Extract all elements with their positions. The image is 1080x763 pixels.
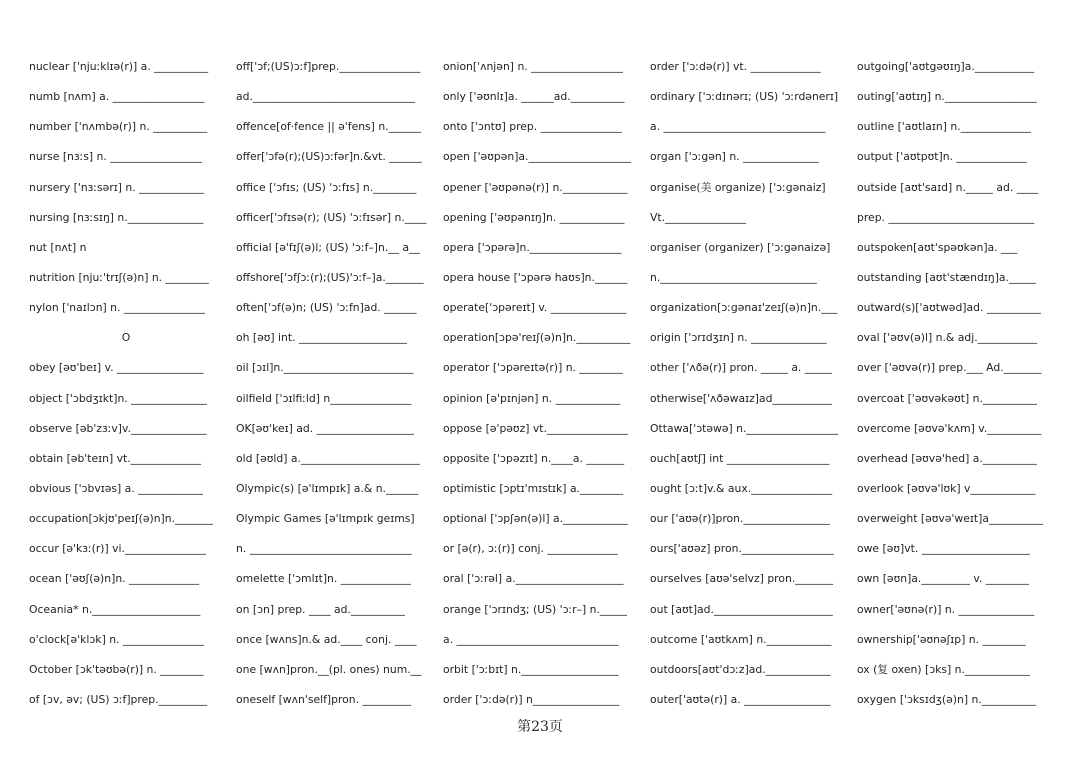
vocab-entry: Oceania* n.____________________ [29, 602, 201, 616]
vocab-entry: nurse [nɜːs] n. _________________ [29, 150, 203, 164]
vocab-entry: over ['əʊvə(r)] prep.___ Ad._______ [857, 361, 1042, 375]
vocab-entry: overcoat ['əʊvəkəʊt] n.__________ [857, 391, 1037, 405]
vocab-column-2 [236, 57, 430, 717]
vocab-entry: nuclear ['njuːklɪə(r)] a. __________ [29, 60, 209, 73]
vocab-entry: one [wʌn]pron.__(pl. ones) num.__ [236, 662, 422, 676]
vocab-entry: ad.______________________________ [236, 90, 415, 104]
vocab-column-1 [29, 57, 223, 717]
vocab-entry: overcome [əʊvə'kʌm] v.__________ [857, 421, 1042, 435]
vocab-entry: omelette ['ɔmlɪt]n. _____________ [236, 572, 411, 586]
section-letter-heading: O [121, 331, 131, 345]
vocab-entry: organization[ɔːgənaɪ'zeɪʃ(ə)n]n.___ [650, 301, 838, 315]
vocab-entry: overhead [əʊvə'hed] a.__________ [857, 451, 1037, 465]
vocab-entry: outward(s)['aʊtwəd]ad. __________ [857, 301, 1041, 315]
vocab-entry: output ['aʊtpʊt]n. _____________ [857, 150, 1027, 164]
vocab-entry: nutrition [njuː'trɪʃ(ə)n] n. ________ [29, 270, 209, 284]
vocab-entry: numb [nʌm] a. _________________ [29, 90, 205, 104]
vocab-entry: ouch[aʊtʃ] int ___________________ [650, 451, 830, 465]
vocab-entry: obvious ['ɔbvɪəs] a. ____________ [29, 481, 203, 495]
vocab-entry: our ['aʊə(r)]pron.________________ [650, 512, 830, 526]
vocab-entry: offence[of·fence || ə'fens] n.______ [236, 120, 421, 134]
vocab-entry: a. ______________________________ [650, 120, 826, 134]
vocab-entry: own [əʊn]a._________ v. ________ [857, 572, 1029, 586]
vocab-entry: other ['ʌðə(r)] pron. _____ a. _____ [650, 361, 832, 375]
vocab-entry: optimistic [ɔptɪ'mɪstɪk] a.________ [443, 481, 624, 495]
vocab-entry: onto ['ɔntʊ] prep. _______________ [443, 120, 622, 134]
vocab-entry: opener ['əʊpənə(r)] n.____________ [443, 180, 628, 194]
vocab-entry: outspoken[aʊt'spəʊkən]a. ___ [857, 240, 1018, 254]
vocab-entry: origin ['ɔrɪdʒɪn] n. ______________ [650, 331, 827, 345]
vocab-entry: old [əʊld] a.______________________ [236, 451, 420, 465]
vocab-entry: Vt._______________ [650, 210, 747, 224]
vocab-entry: nut [nʌt] n [29, 240, 87, 254]
vocab-entry: opening ['əʊpənɪŋ]n. ____________ [443, 210, 625, 224]
vocab-entry: organiser (organizer) ['ɔːgənaizə] [650, 240, 831, 254]
vocab-entry: oilfield ['ɔɪlfiːld] n_______________ [236, 391, 412, 405]
vocab-entry: of [ɔv, əv; (US) ɔːf]prep._________ [29, 692, 208, 706]
vocab-entry: overlook [əʊvə'lʊk] v____________ [857, 481, 1036, 495]
vocab-entry: opinion [ə'pɪnjən] n. ____________ [443, 391, 621, 405]
vocab-entry: onion['ʌnjən] n. _________________ [443, 60, 623, 73]
vocab-entry: n._____________________________ [650, 270, 817, 284]
vocab-entry: owe [əʊ]vt. ____________________ [857, 542, 1030, 556]
vocab-entry: oneself [wʌn'self]pron. _________ [236, 692, 412, 706]
vocab-entry: outing['aʊtɪŋ] n._________________ [857, 90, 1037, 104]
vocab-entry: oh [əʊ] int. ____________________ [236, 331, 407, 345]
vocab-entry: outdoors[aʊt'dɔːz]ad.____________ [650, 662, 831, 676]
vocab-entry: orange ['ɔrɪndʒ; (US) 'ɔːr–] n._____ [443, 602, 627, 616]
vocab-entry: ox (复 oxen) [ɔks] n.____________ [857, 662, 1030, 676]
vocab-entry: nursing [nɜːsɪŋ] n.______________ [29, 210, 204, 224]
vocab-entry: n. ______________________________ [236, 542, 412, 556]
vocab-entry: or [ə(r), ɔː(r)] conj. _____________ [443, 542, 618, 556]
vocab-entry: otherwise['ʌðəwaɪz]ad___________ [650, 391, 832, 405]
vocab-entry: operation[ɔpə'reɪʃ(ə)n]n.__________ [443, 331, 631, 345]
vocab-entry: offshore['ɔfʃɔː(r);(US)'ɔːf–]a._______ [236, 270, 424, 284]
vocab-entry: official [ə'fɪʃ(ə)l; (US) 'ɔːf–]n.__ a__ [236, 240, 420, 254]
vocab-entry: obtain [əb'teɪn] vt._____________ [29, 451, 201, 465]
vocab-entry: out [aʊt]ad.______________________ [650, 602, 833, 616]
vocab-entry: outgoing['aʊtgəʊɪŋ]a.___________ [857, 60, 1035, 73]
vocab-entry: outcome ['aʊtkʌm] n.____________ [650, 632, 832, 646]
vocab-entry: officer['ɔfɪsə(r); (US) 'ɔːfɪsər] n.____ [236, 210, 427, 224]
vocab-entry: orbit ['ɔːbɪt] n.__________________ [443, 662, 619, 676]
vocab-entry: outer['aʊtə(r)] a. ________________ [650, 692, 831, 706]
vocab-entry: office ['ɔfɪs; (US) 'ɔːfɪs] n.________ [236, 180, 417, 194]
vocab-entry: number ['nʌmbə(r)] n. __________ [29, 120, 208, 134]
vocab-column-5 [857, 57, 1051, 717]
vocab-entry: once [wʌns]n.& ad.____ conj. ____ [236, 632, 417, 646]
vocab-entry: outside [aʊt'saɪd] n._____ ad. ____ [857, 180, 1039, 194]
vocab-entry: Olympic(s) [ə'lɪmpɪk] a.& n.______ [236, 481, 419, 495]
vocab-entry: Olympic Games [ə'lɪmpɪk geɪms] [236, 512, 415, 526]
vocab-entry: OK[əʊ'keɪ] ad. __________________ [236, 421, 414, 435]
vocab-entry: opera ['ɔpərə]n._________________ [443, 240, 622, 254]
vocab-entry: prep. ___________________________ [857, 210, 1035, 224]
vocab-entry: occur [ə'kɜː(r)] vi._______________ [29, 542, 206, 556]
vocab-entry: off['ɔf;(US)ɔːf]prep._______________ [236, 60, 421, 73]
vocab-entry: overweight [əʊvə'weɪt]a__________ [857, 512, 1043, 526]
vocab-entry: organ ['ɔːgən] n. ______________ [650, 150, 819, 164]
vocab-entry: Ottawa['ɔtəwə] n._________________ [650, 421, 839, 435]
vocab-entry: often['ɔf(ə)n; (US) 'ɔːfn]ad. ______ [236, 301, 417, 315]
vocab-entry: nylon ['naɪlɔn] n. _______________ [29, 301, 205, 315]
vocab-entry: occupation[ɔkjʊ'peɪʃ(ə)n]n._______ [29, 512, 213, 526]
vocab-entry: opposite ['ɔpəzɪt] n.____a. _______ [443, 451, 625, 465]
vocab-entry: object ['ɔbdʒɪkt]n. ______________ [29, 391, 207, 405]
vocab-entry: operator ['ɔpəreɪtə(r)] n. ________ [443, 361, 623, 375]
vocab-entry: nursery ['nɜːsərɪ] n. ____________ [29, 180, 204, 194]
vocab-entry: ordinary ['ɔːdɪnərɪ; (US) 'ɔːrdənerɪ] [650, 90, 839, 104]
vocab-entry: opera house ['ɔpərə haʊs]n.______ [443, 270, 628, 284]
vocab-entry: ought [ɔːt]v.& aux._______________ [650, 481, 833, 495]
vocab-entry: oral ['ɔːrəl] a.____________________ [443, 572, 624, 586]
vocab-entry: outline ['aʊtlaɪn] n._____________ [857, 120, 1031, 134]
vocab-entry: oppose [ə'pəʊz] vt._______________ [443, 421, 628, 435]
vocab-entry: ocean ['əʊʃ(ə)n]n. _____________ [29, 572, 200, 586]
vocab-column-3 [443, 57, 637, 717]
vocab-entry: observe [əb'zɜːv]v.______________ [29, 421, 207, 435]
vocab-entry: only ['əʊnlɪ]a. ______ad.__________ [443, 90, 625, 104]
vocab-entry: organise(美 organize) ['ɔːgənaiz] [650, 180, 826, 194]
vocab-entry: October [ɔk'təʊbə(r)] n. ________ [29, 662, 204, 676]
vocab-entry: offer['ɔfə(r);(US)ɔːfər]n.&vt. ______ [236, 150, 422, 164]
vocab-entry: a. ______________________________ [443, 632, 619, 646]
vocab-entry: ourselves [aʊə'selvz] pron._______ [650, 572, 834, 586]
vocab-entry: oil [ɔɪl]n.________________________ [236, 361, 414, 375]
vocab-entry: operate['ɔpəreɪt] v. ______________ [443, 301, 627, 315]
page-number: 第23页 [517, 719, 563, 735]
vocab-entry: on [ɔn] prep. ____ ad.__________ [236, 602, 405, 616]
vocab-entry: ownership['əʊnəʃɪp] n. ________ [857, 632, 1026, 646]
vocab-entry: owner['əʊnə(r)] n. ______________ [857, 602, 1035, 616]
vocab-entry: optional ['ɔpʃən(ə)l] a.____________ [443, 512, 628, 526]
vocab-entry: order ['ɔːdə(r)] vt. _____________ [650, 60, 821, 73]
vocab-entry: o'clock[ə'klɔk] n. _______________ [29, 632, 204, 646]
vocab-entry: order ['ɔːdə(r)] n________________ [443, 692, 620, 706]
vocab-entry: oxygen ['ɔksɪdʒ(ə)n] n.__________ [857, 692, 1036, 706]
vocab-entry: ours['aʊəz] pron._________________ [650, 542, 834, 556]
vocab-entry: outstanding [aʊt'stændɪŋ]a._____ [857, 270, 1036, 284]
vocab-entry: obey [əʊ'beɪ] v. ________________ [29, 361, 204, 375]
vocab-entry: open ['əʊpən]a.___________________ [443, 150, 632, 164]
vocab-column-4 [650, 57, 844, 717]
vocab-entry: oval ['əʊv(ə)l] n.& adj.___________ [857, 331, 1038, 345]
